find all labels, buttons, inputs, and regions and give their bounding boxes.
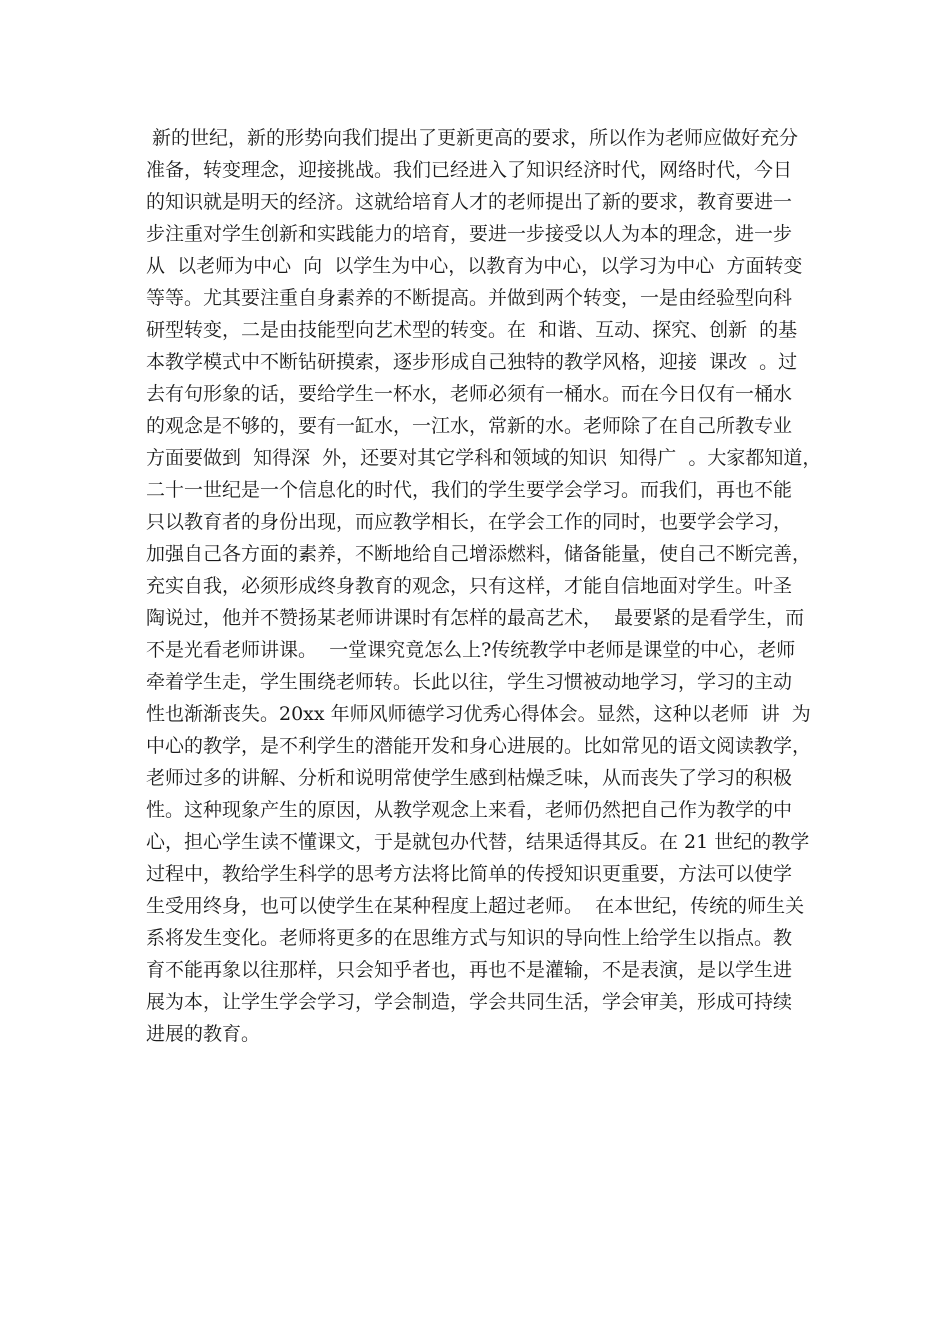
text-line: 进展的教育。 xyxy=(146,1023,261,1045)
text-line: 老师过多的讲解、分析和说明常使学生感到枯燥乏味，从而丧失了学习的积极 xyxy=(146,767,793,789)
body-paragraph xyxy=(146,122,822,1050)
text-line: 等等。尤其要注重自身素养的不断提高。并做到两个转变，一是由经验型向科 xyxy=(146,287,793,309)
text-line: 准备，转变理念，迎接挑战。我们已经进入了知识经济时代，网络时代，今日 xyxy=(146,159,793,181)
text-line: 从 以老师为中心 向 以学生为中心，以教育为中心，以学习为中心 方面转变 xyxy=(146,255,803,277)
text-line: 牵着学生走，学生围绕老师转。长此以往，学生习惯被动地学习，学习的主动 xyxy=(146,671,793,693)
text-line: 方面要做到 知得深 外，还要对其它学科和领域的知识 知得广 。大家都知道， xyxy=(146,447,822,469)
text-line: 步注重对学生创新和实践能力的培育，要进一步接受以人为本的理念，进一步 xyxy=(146,223,793,245)
text-line: 只以教育者的身份出现，而应教学相长，在学会工作的同时，也要学会学习， xyxy=(146,511,793,533)
text-line: 过程中，教给学生科学的思考方法将比简单的传授知识更重要，方法可以使学 xyxy=(146,863,793,885)
text-line: 性也渐渐丧失。20xx 年师风师德学习优秀心得体会。显然，这种以老师 讲 为 xyxy=(146,703,811,725)
text-line: 的知识就是明天的经济。这就给培育人才的老师提出了新的要求，教育要进一 xyxy=(146,191,793,213)
text-line: 充实自我，必须形成终身教育的观念，只有这样，才能自信地面对学生。叶圣 xyxy=(146,575,793,597)
text-line: 育不能再象以往那样，只会知乎者也，再也不是灌输，不是表演，是以学生进 xyxy=(146,959,793,981)
text-line: 去有句形象的话，要给学生一杯水，老师必须有一桶水。而在今日仅有一桶水 xyxy=(146,383,793,405)
text-line: 中心的教学，是不利学生的潜能开发和身心进展的。比如常见的语文阅读教学， xyxy=(146,735,812,757)
text-line: 不是光看老师讲课。 一堂课究竟怎么上?传统教学中老师是课堂的中心，老师 xyxy=(146,639,796,661)
text-line: 的观念是不够的，要有一缸水，一江水，常新的水。老师除了在自己所教专业 xyxy=(146,415,793,437)
text-line: 心，担心学生读不懂课文，于是就包办代替，结果适得其反。在 21 世纪的教学 xyxy=(146,831,810,853)
text-line: 二十一世纪是一个信息化的时代，我们的学生要学会学习。而我们，再也不能 xyxy=(146,479,793,501)
text-line: 展为本，让学生学会学习，学会制造，学会共同生活，学会审美，形成可持续 xyxy=(146,991,793,1013)
text-line: 新的世纪，新的形势向我们提出了更新更高的要求，所以作为老师应做好充分 xyxy=(146,127,799,149)
text-line: 研型转变，二是由技能型向艺术型的转变。在 和谐、互动、探究、创新 的基 xyxy=(146,319,798,341)
text-line: 加强自己各方面的素养，不断地给自己增添燃料，储备能量，使自己不断完善， xyxy=(146,543,812,565)
text-line: 本教学模式中不断钻研摸索，逐步形成自己独特的教学风格，迎接 课改 。过 xyxy=(146,351,798,373)
text-line: 生受用终身，也可以使学生在某种程度上超过老师。 在本世纪，传统的师生关 xyxy=(146,895,805,917)
text-line: 陶说过，他并不赞扬某老师讲课时有怎样的最高艺术， 最要紧的是看学生，而 xyxy=(146,607,805,629)
text-line: 性。这种现象产生的原因，从教学观念上来看，老师仍然把自己作为教学的中 xyxy=(146,799,793,821)
text-line: 系将发生变化。老师将更多的在思维方式与知识的导向性上给学生以指点。教 xyxy=(146,927,793,949)
